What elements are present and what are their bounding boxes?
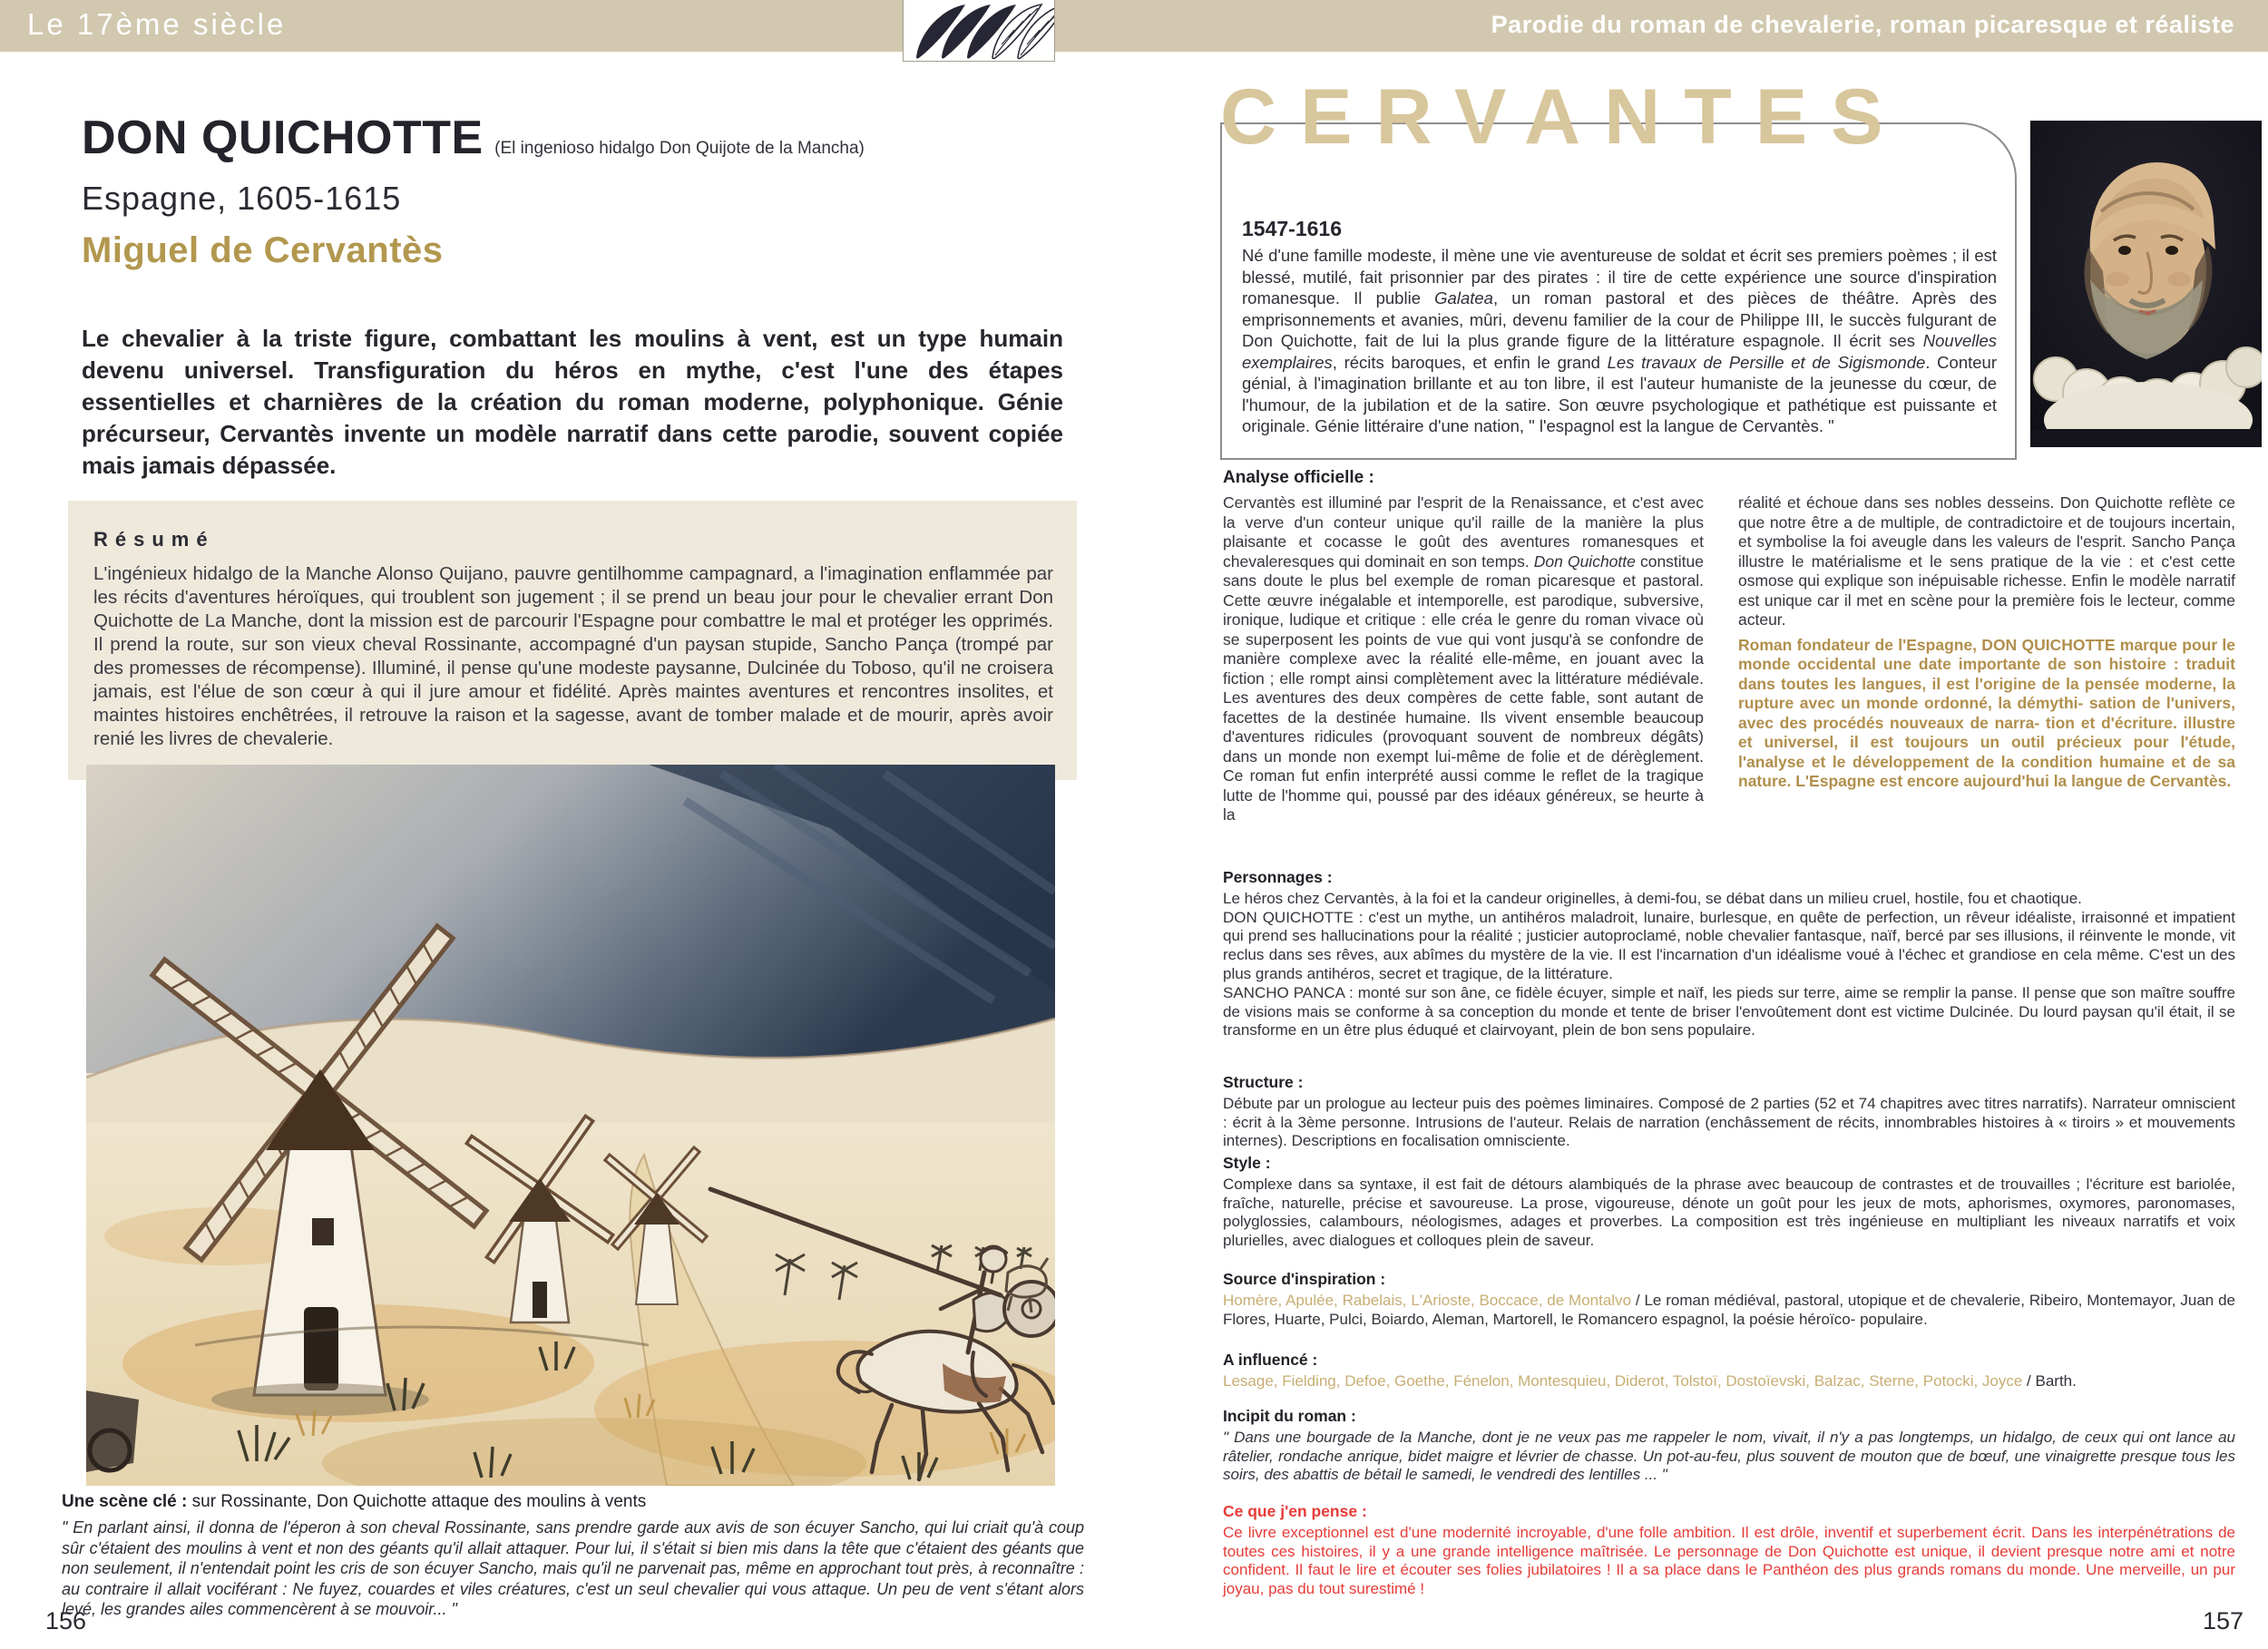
work-original-title: (El ingenioso hidalgo Don Quijote de la Mancha) <box>494 139 865 158</box>
inspiration-section <box>1223 1270 2235 1329</box>
don-quichotte-illustration <box>86 765 1055 1486</box>
analysis-highlight: Roman fondateur de l'Espagne, DON QUICHOTTE marque pour le monde occidental une date importante de son histoire : traduit dans toutes les langues, il est l'origine de la pensée moderne, la rupture avec un monde ordonné, la démythi- sation de l'univers, avec des procédés nouveaux de narra- tion et d'écriture. illustre et universel, il est toujours un outil précieux pour l'étude, l'analyse et le développement de la condition humaine et de sa nature. L'Espagne est encore aujourd'hui la langue de Cervantès. <box>1738 635 2235 790</box>
characters-section <box>1223 868 2235 1040</box>
genre-subtitle: Parodie du roman de chevalerie, roman picaresque et réaliste <box>1491 11 2234 38</box>
structure-heading: Structure : <box>1223 1073 1304 1091</box>
work-title-block <box>82 111 1070 271</box>
opinion-text: Ce livre exceptionnel est d'une modernité incroyable, d'une folle ambition. Il est drôle, inventif et superbement écrit. Dans les interpénétrations de toutes ces histoires, il y a une grande intelligence maîtrisée. Le personnage de Don Quichotte est unique, il devient presque notre ami et notre confident. Il faut le lire et écouter ses folies jubilatoires ! Il a sa place dans le Panthéon des plus grands romans du monde. Une merveille, un pur joyau, pas du tout surestimé ! <box>1223 1523 2235 1598</box>
chapter-title: Le 17ème siècle <box>27 7 287 41</box>
characters-intro: Le héros chez Cervantès, à la foi et la candeur originelles, à demi-fou, se débat dans un milieu cruel, hostile, fou et chaotique. <box>1223 889 2082 907</box>
cervantes-portrait <box>2030 121 2262 447</box>
author-banner: CERVANTES <box>1220 73 1907 161</box>
page-number-right: 157 <box>2203 1607 2244 1634</box>
feather-rating-box <box>903 0 1055 62</box>
page-number-left: 156 <box>45 1607 87 1634</box>
analysis-column-left: Cervantès est illuminé par l'esprit de la Renaissance, et c'est avec la verve d'un conteur unique qu'il raille de la manière la plus plaisante et cocasse le goût des aventures romanesques et chevaleresques qui dominait en son temps. Don Quichotte constitue sans doute le plus bel exemple de roman picaresque et pastoral. Cette œuvre inégalable et intemporelle, est parodique, subversive, ironique, ludique et critique : elle créa le genre du roman vivace où se superposent les points de vue qui vont jusqu'à se confondre de manière complexe avec la réalité elle-même, en jouant avec la fiction ; elle rompt ainsi complètement avec la littérature médiévale. Les aventures des deux compères de cette fable, sont autant de facettes de la destinée humaine. Ils vivent ensemble beaucoup d'aventures ridicules (provoquant souvent de nombreux dégâts) dans un monde non exempt lui-même de folie et de dérèglement. Ce roman fut enfin interprété aussi comme le reflet de la tragique lutte de l'homme qui, poussé par des idéaux généreux, se heurte à la <box>1223 493 1705 824</box>
cart-sketch <box>86 1390 139 1472</box>
scene-caption-line <box>62 1492 1084 1512</box>
resume-box <box>68 501 1077 780</box>
style-heading: Style : <box>1223 1154 1271 1172</box>
feather-rating-icons <box>904 0 1054 60</box>
analysis-heading: Analyse officielle : <box>1223 468 1374 487</box>
incipit-section <box>1223 1407 2235 1485</box>
author-bio-box <box>1220 122 2017 460</box>
influence-section <box>1223 1351 2235 1391</box>
scene-quote: " En parlant ainsi, il donna de l'éperon à son cheval Rossinante, sans prendre garde aux avis de son écuyer Sancho, qui lui criait qu'à coup sûr c'étaient des moulins à vent et non des géants qu'il allait attaquer. Pour lui, il s'était si bien mis dans la tête que c'étaient des géants que non seulement, il n'entendait point les cris de son écuyer Sancho, mais qu'il ne parvenait pas, même en approchant tout près, à reconnaître : au contraire il allait vociférant : Ne fuyez, couardes et viles créatures, c'est un seul chevalier qui vous attaque. Un peu de vent s'étant alors levé, les grandes ailes commencèrent à se mouvoir... " <box>62 1518 1084 1618</box>
influence-text: Lesage, Fielding, Defoe, Goethe, Fénelon, Montesquieu, Diderot, Tolstoï, Dostoïevski, Balzac, Sterne, Potocki, Joyce / Barth. <box>1223 1371 2077 1390</box>
incipit-heading: Incipit du roman : <box>1223 1407 1356 1425</box>
resume-body: L'ingénieux hidalgo de la Manche Alonso Quijano, pauvre gentilhomme campagnard, a l'imagination enflammée par les récits d'aventures héroïques, qui troublent son jugement ; il se prend un beau jour pour le chevalier errant Don Quichotte de La Manche, dont la mission est de parcourir l'Espagne pour combattre le mal et protéger les opprimés. Il prend la route, sur son vieux cheval Rossinante, accompagné d'un paysan stupide, Sancho Pança (trompé par des promesses de récompense). Illuminé, il pense qu'une modeste paysanne, Dulcinée du Toboso, qu'il ne croisera jamais, est l'élue de son cœur à qui il jure amour et fidélité. Après maintes aventures et rencontres insolites, et maintes histoires enchêtrées, il retrouve la raison et la sagesse, avant de tomber malade et de mourir, après avoir renié les livres de chevalerie. <box>93 563 1053 749</box>
opinion-heading: Ce que j'en pense : <box>1223 1502 1367 1520</box>
work-country-dates: Espagne, 1605-1615 <box>82 180 402 217</box>
work-author: Miguel de Cervantès <box>82 230 444 270</box>
scene-caption <box>62 1492 1084 1620</box>
author-bio-text: Né d'une famille modeste, il mène une vie aventureuse de soldat et écrit ses premiers poèmes ; il est blessé, mutilé, fait prisonnier par des pirates : il tire de cette expérience une source d'inspiration romanesque. Il publie Galatea, un roman pastoral et des pièces de théâtre. Après des emprisonnements et avanies, mûri, devenu familier de la cour de Philippe III, le succès fulgurant de Don Quichotte, fait de lui la plus grande figure de la littérature espagnole. Il écrit ses Nouvelles exemplaires, récits baroques, et enfin le grand Les travaux de Persille et de Sigismonde. Conteur génial, à l'imagination brillante et au ton libre, il est l'auteur humaniste de la jeunesse du cœur, de l'humour, de la jubilation et de la satire. Son œuvre psychologique et pathétique est puissante et originale. Génie littéraire d'une nation, " l'espagnol est la langue de Cervantès. " <box>1242 246 1997 435</box>
author-dates: 1547-1616 <box>1242 217 1342 240</box>
scene-caption-intro: sur Rossinante, Don Quichotte attaque des moulins à vents <box>187 1492 647 1511</box>
characters-heading: Personnages : <box>1223 868 1333 886</box>
inspiration-text: Homère, Apulée, Rabelais, L'Arioste, Boccace, de Montalvo / Le roman médiéval, pastoral, utopique et de chevalerie, Ribeiro, Montemayor, Juan de Flores, Huarte, Pulci, Boiardo, Aleman, Martorell, le Romancero espagnol, la poésie héroïco- populaire. <box>1223 1291 2235 1328</box>
influence-heading: A influencé : <box>1223 1351 1318 1369</box>
analysis-section <box>1223 468 2235 825</box>
analysis-column-right <box>1738 493 2235 825</box>
style-text: Complexe dans sa syntaxe, il est fait de détours alambiqués de la phrase avec beaucoup de contrastes et de trouvailles ; l'écriture est bariolée, fraîche, naturelle, précise et savoureuse. La prose, vigoureuse, dénote un goût pour les jeux de mots, aphorismes, oxymores, paronomases, polyglossies, calambours, néologismes, adages et proverbes. La composition est très ingénieuse en multipliant les niveaux narratifs et voix plurielles, avec dialogues et colloques plein de saveur. <box>1223 1175 2235 1250</box>
opinion-section <box>1223 1502 2235 1599</box>
character-don-quichotte: DON QUICHOTTE : c'est un mythe, un antihéros maladroit, lunaire, burlesque, en quête de perfection, un rêveur idéaliste, irraisonné et impatient qui prend ses hallucinations pour la réalité ; justicier autoproclamé, noble chevalier fantasque, naïf, bercé par ses illusions, il réinvente le monde, vit reclus dans ses rêves, aux abîmes du mystère de la vie. Il est l'incarnation d'un idéalisme voué à l'échec et grandiose en cela même. C'est un des plus grands antihéros, secret et tragique, de la littérature. <box>1223 908 2235 982</box>
analysis-right-text: réalité et échoue dans ses nobles desseins. Don Quichotte reflète ce que notre être a de multiple, de contradictoire et de toujours incertain, et symbolise la foi aveugle dans les valeurs de l'esprit. Sancho Pança illustre le matérialisme et le sens pratique de la vie : et c'est cette osmose qui explique son inépuisable richesse. Enfin le modèle narratif est unique car il met en scène pour la première fois le lecteur, comme acteur. <box>1738 493 2235 629</box>
work-title: DON QUICHOTTE <box>82 112 484 164</box>
character-sancho: SANCHO PANCA : monté sur son âne, ce fidèle écuyer, simple et naïf, les pieds sur terre, aime se remplir la panse. Il pense que son maître souffre de visions mais se conforme à sa conception du monde et tente de briser l'envoûtement dont est victime Dulcinée. Du lourd paysan qu'il était, il se transforme en un être plus éduqué et clairvoyant, plein de bon sens populaire. <box>1223 983 2235 1039</box>
style-section <box>1223 1154 2235 1251</box>
resume-title: Résumé <box>93 528 215 551</box>
incipit-quote: " Dans une bourgade de la Manche, dont je ne veux pas me rappeler le nom, vivait, il n'y a pas longtemps, un hidalgo, de ceux qui ont lance au râtelier, rondache anrique, bidet maigre et lévrier de chasse. Un pot-au-feu, plus souvent de mouton que de bœuf, une vinaigrette presque tous les soirs, des abattis de bétail le samedi, le vendredi des lentilles ... " <box>1223 1428 2235 1484</box>
structure-text: Débute par un prologue au lecteur puis des poèmes liminaires. Composé de 2 parties (52 et 74 chapitres avec titres narratifs). Narrateur omniscient : écrit à la 3ème personne. Intrusions de l'auteur. Relais de narration (enchâssement de récits, innombrables histoires à « tiroirs » et mouvements internes). Descriptions en focalisation omnisciente. <box>1223 1094 2235 1150</box>
structure-section <box>1223 1073 2235 1151</box>
scene-caption-label: Une scène clé : <box>62 1492 188 1511</box>
inspiration-heading: Source d'inspiration : <box>1223 1270 1386 1288</box>
intro-paragraph: Le chevalier à la triste figure, combattant les moulins à vent, est un type humain devenu universel. Transfiguration du héros en mythe, c'est l'une des étapes essentielles et charnières de la création du roman moderne, polyphonique. Génie précurseur, Cervantès invente un modèle narratif dans cette parodie, souvent copiée mais jamais dépassée. <box>82 325 1063 479</box>
